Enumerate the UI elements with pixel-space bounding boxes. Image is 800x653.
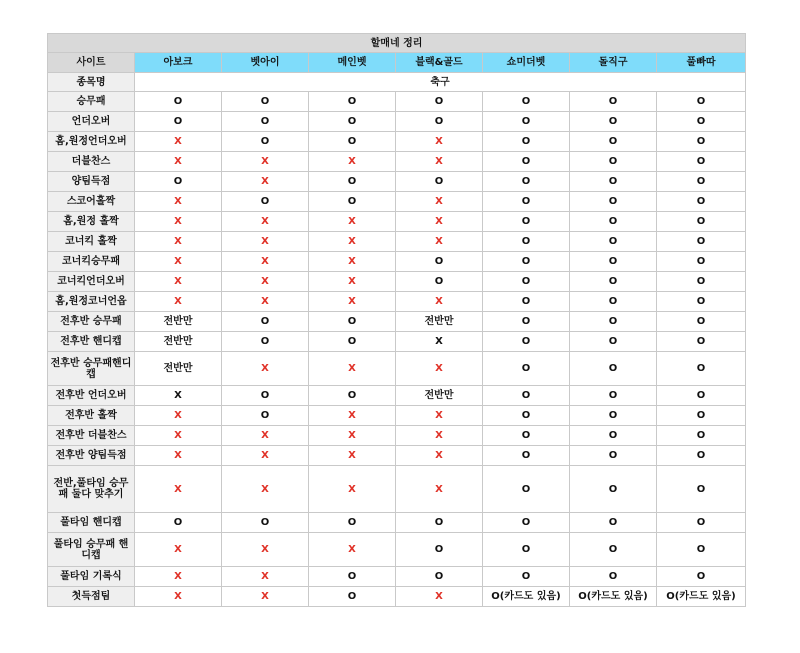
- header-row: [48, 53, 746, 73]
- table-cell: O: [483, 132, 570, 152]
- table-cell: O: [483, 252, 570, 272]
- table-cell: X: [396, 132, 483, 152]
- row-label: 첫득점팀: [48, 587, 135, 607]
- table-cell: O: [657, 332, 746, 352]
- table-cell: O: [135, 172, 222, 192]
- row-label: 전후반 홀짝: [48, 406, 135, 426]
- table-cell: X: [396, 152, 483, 172]
- table-row: [48, 513, 746, 533]
- sport-row: [48, 73, 746, 92]
- table-cell: X: [135, 272, 222, 292]
- row-label: 풀타임 승무패 핸디캡: [48, 533, 135, 567]
- site-header-3: 블랙&골드: [396, 53, 483, 73]
- table-cell: X: [309, 272, 396, 292]
- table-cell: O: [657, 92, 746, 112]
- table-cell: O: [309, 172, 396, 192]
- site-header-2: 메인벳: [309, 53, 396, 73]
- table-cell: X: [396, 352, 483, 386]
- comparison-sheet: [47, 33, 745, 607]
- row-label: 전후반 양팀득점: [48, 446, 135, 466]
- site-header-6: 풀빠따: [657, 53, 746, 73]
- table-cell: X: [135, 533, 222, 567]
- table-cell: O: [483, 513, 570, 533]
- row-label: 풀타임 기록식: [48, 567, 135, 587]
- table-cell: O: [222, 386, 309, 406]
- table-cell: O: [309, 92, 396, 112]
- table-cell: O: [570, 533, 657, 567]
- table-cell: O: [570, 92, 657, 112]
- table-cell: X: [135, 252, 222, 272]
- table-cell: O: [483, 352, 570, 386]
- table-cell: X: [222, 232, 309, 252]
- table-row: [48, 386, 746, 406]
- table-cell: X: [135, 446, 222, 466]
- row-label: 풀타임 핸디캡: [48, 513, 135, 533]
- site-header-label: 사이트: [48, 53, 135, 73]
- table-row: [48, 533, 746, 567]
- table-cell: O: [309, 513, 396, 533]
- row-label: 홈,원정 홀짝: [48, 212, 135, 232]
- table-cell: X: [135, 292, 222, 312]
- table-cell: X: [222, 567, 309, 587]
- table-cell: O: [657, 252, 746, 272]
- table-cell: O: [309, 112, 396, 132]
- table-cell: O: [309, 587, 396, 607]
- table-cell: X: [135, 192, 222, 212]
- table-cell: O: [570, 567, 657, 587]
- table-cell: X: [222, 466, 309, 513]
- table-cell: X: [135, 212, 222, 232]
- table-cell: O: [483, 446, 570, 466]
- table-cell: O: [657, 352, 746, 386]
- table-row: [48, 232, 746, 252]
- row-label: 스코어홀짝: [48, 192, 135, 212]
- table-cell: 전반만: [135, 332, 222, 352]
- row-label: 홈,원정코너언옵: [48, 292, 135, 312]
- table-row: [48, 172, 746, 192]
- table-row: [48, 252, 746, 272]
- table-cell: O: [570, 446, 657, 466]
- site-header-4: 쇼미더벳: [483, 53, 570, 73]
- table-cell: O: [657, 232, 746, 252]
- table-cell: O: [222, 112, 309, 132]
- table-cell: O: [657, 112, 746, 132]
- table-cell: X: [309, 292, 396, 312]
- table-cell: O: [222, 406, 309, 426]
- table-cell: O: [657, 513, 746, 533]
- table-cell: O: [570, 272, 657, 292]
- row-label: 전후반 언더오버: [48, 386, 135, 406]
- table-cell: X: [396, 332, 483, 352]
- row-label: 승무패: [48, 92, 135, 112]
- table-row: [48, 352, 746, 386]
- table-cell: O: [657, 272, 746, 292]
- table-cell: X: [222, 152, 309, 172]
- table-row: [48, 406, 746, 426]
- table-cell: 전반만: [135, 312, 222, 332]
- table-cell: O: [222, 132, 309, 152]
- table-cell: X: [396, 212, 483, 232]
- table-cell: O: [222, 192, 309, 212]
- table-cell: O: [570, 232, 657, 252]
- table-cell: O: [483, 406, 570, 426]
- table-cell: O: [135, 92, 222, 112]
- table-cell: O: [309, 567, 396, 587]
- table-cell: O(카드도 있음): [570, 587, 657, 607]
- table-cell: O: [657, 466, 746, 513]
- table-cell: X: [396, 406, 483, 426]
- table-row: [48, 587, 746, 607]
- table-cell: O: [570, 332, 657, 352]
- table-cell: O: [309, 132, 396, 152]
- row-label: 언더오버: [48, 112, 135, 132]
- table-cell: X: [222, 252, 309, 272]
- table-cell: O: [657, 172, 746, 192]
- table-cell: O: [135, 112, 222, 132]
- table-row: [48, 192, 746, 212]
- table-row: [48, 272, 746, 292]
- table-cell: O: [570, 426, 657, 446]
- table-cell: 전반만: [396, 312, 483, 332]
- table-cell: X: [222, 292, 309, 312]
- table-row: [48, 466, 746, 513]
- table-cell: X: [309, 533, 396, 567]
- table-cell: X: [309, 446, 396, 466]
- table-cell: O: [222, 312, 309, 332]
- table-cell: O: [396, 567, 483, 587]
- row-label: 홈,원정언더오버: [48, 132, 135, 152]
- site-header-0: 아보크: [135, 53, 222, 73]
- table-cell: O: [483, 332, 570, 352]
- table-cell: X: [309, 426, 396, 446]
- table-cell: O: [657, 567, 746, 587]
- table-cell: O: [570, 212, 657, 232]
- table-cell: X: [222, 172, 309, 192]
- table-cell: O: [483, 212, 570, 232]
- table-cell: X: [396, 232, 483, 252]
- table-cell: X: [222, 533, 309, 567]
- row-label: 코너킥언더오버: [48, 272, 135, 292]
- table-cell: X: [309, 406, 396, 426]
- table-cell: X: [222, 212, 309, 232]
- table-cell: O: [570, 252, 657, 272]
- table-cell: O: [483, 312, 570, 332]
- table-cell: O: [309, 386, 396, 406]
- table-cell: O: [570, 513, 657, 533]
- table-cell: O: [483, 152, 570, 172]
- table-cell: O: [222, 513, 309, 533]
- table-cell: X: [135, 152, 222, 172]
- sport-label: 종목명: [48, 73, 135, 92]
- table-cell: O: [657, 446, 746, 466]
- table-cell: X: [222, 352, 309, 386]
- table-cell: X: [309, 352, 396, 386]
- table-cell: 전반만: [135, 352, 222, 386]
- table-cell: X: [309, 232, 396, 252]
- table-cell: X: [135, 406, 222, 426]
- table-cell: X: [309, 252, 396, 272]
- row-label: 전후반 핸디캡: [48, 332, 135, 352]
- table-cell: X: [222, 272, 309, 292]
- table-cell: O: [396, 533, 483, 567]
- table-cell: O: [396, 112, 483, 132]
- table-row: [48, 332, 746, 352]
- row-label: 전후반 더블찬스: [48, 426, 135, 446]
- table-cell: O: [483, 466, 570, 513]
- table-cell: X: [222, 426, 309, 446]
- table-cell: O: [222, 332, 309, 352]
- table-cell: X: [396, 426, 483, 446]
- table-row: [48, 132, 746, 152]
- row-label: 전후반 승무패: [48, 312, 135, 332]
- table-cell: O: [657, 132, 746, 152]
- table-cell: X: [135, 232, 222, 252]
- table-cell: O: [570, 152, 657, 172]
- table-cell: O: [483, 272, 570, 292]
- comparison-table: [47, 33, 746, 607]
- table-cell: O: [483, 192, 570, 212]
- table-cell: O: [657, 152, 746, 172]
- table-cell: 전반만: [396, 386, 483, 406]
- table-title: 할매네 정리: [48, 34, 746, 53]
- table-cell: X: [135, 567, 222, 587]
- table-cell: O: [657, 212, 746, 232]
- table-cell: O: [309, 192, 396, 212]
- table-cell: O: [396, 272, 483, 292]
- table-row: [48, 567, 746, 587]
- table-cell: O: [483, 92, 570, 112]
- table-cell: X: [396, 446, 483, 466]
- row-label: 더블찬스: [48, 152, 135, 172]
- table-cell: X: [309, 152, 396, 172]
- table-cell: O: [483, 292, 570, 312]
- table-cell: O: [570, 466, 657, 513]
- table-cell: O: [657, 312, 746, 332]
- row-label: 전후반 승무패핸디캡: [48, 352, 135, 386]
- row-label: 전반,풀타임 승무패 둘다 맞추기: [48, 466, 135, 513]
- title-row: [48, 34, 746, 53]
- table-cell: X: [135, 587, 222, 607]
- table-cell: X: [396, 292, 483, 312]
- table-row: [48, 212, 746, 232]
- table-row: [48, 312, 746, 332]
- table-cell: O: [396, 513, 483, 533]
- table-row: [48, 152, 746, 172]
- table-cell: O: [657, 192, 746, 212]
- table-cell: X: [396, 587, 483, 607]
- table-cell: O: [396, 252, 483, 272]
- table-cell: O: [222, 92, 309, 112]
- table-cell: O: [309, 332, 396, 352]
- site-header-1: 벳아이: [222, 53, 309, 73]
- row-label: 양팀득점: [48, 172, 135, 192]
- table-cell: X: [135, 132, 222, 152]
- table-cell: X: [396, 466, 483, 513]
- table-cell: O(카드도 있음): [657, 587, 746, 607]
- table-cell: O: [570, 192, 657, 212]
- table-cell: O: [657, 533, 746, 567]
- table-cell: X: [309, 466, 396, 513]
- sport-value: 축구: [135, 73, 746, 92]
- table-cell: O: [483, 386, 570, 406]
- table-row: [48, 426, 746, 446]
- table-cell: X: [309, 212, 396, 232]
- table-cell: X: [135, 386, 222, 406]
- table-cell: O: [657, 426, 746, 446]
- row-label: 코너킥 홀짝: [48, 232, 135, 252]
- table-cell: O: [570, 386, 657, 406]
- table-cell: O: [483, 232, 570, 252]
- table-cell: O: [570, 406, 657, 426]
- table-cell: O: [309, 312, 396, 332]
- table-cell: O: [657, 406, 746, 426]
- table-cell: O: [570, 132, 657, 152]
- table-cell: O: [570, 172, 657, 192]
- table-cell: X: [222, 587, 309, 607]
- table-cell: O: [483, 533, 570, 567]
- table-cell: O: [483, 567, 570, 587]
- table-cell: O: [396, 92, 483, 112]
- table-cell: X: [222, 446, 309, 466]
- table-cell: O: [135, 513, 222, 533]
- table-cell: O: [570, 312, 657, 332]
- table-cell: O: [657, 292, 746, 312]
- table-cell: X: [135, 466, 222, 513]
- table-cell: O: [483, 172, 570, 192]
- row-label: 코너킥승무패: [48, 252, 135, 272]
- table-cell: O: [570, 292, 657, 312]
- table-row: [48, 446, 746, 466]
- table-cell: O: [570, 352, 657, 386]
- table-row: [48, 292, 746, 312]
- table-cell: O: [570, 112, 657, 132]
- table-cell: O(카드도 있음): [483, 587, 570, 607]
- table-cell: O: [483, 112, 570, 132]
- site-header-5: 돌직구: [570, 53, 657, 73]
- table-cell: O: [483, 426, 570, 446]
- table-cell: O: [396, 172, 483, 192]
- table-row: [48, 92, 746, 112]
- table-cell: X: [135, 426, 222, 446]
- table-cell: O: [657, 386, 746, 406]
- table-cell: X: [396, 192, 483, 212]
- table-row: [48, 112, 746, 132]
